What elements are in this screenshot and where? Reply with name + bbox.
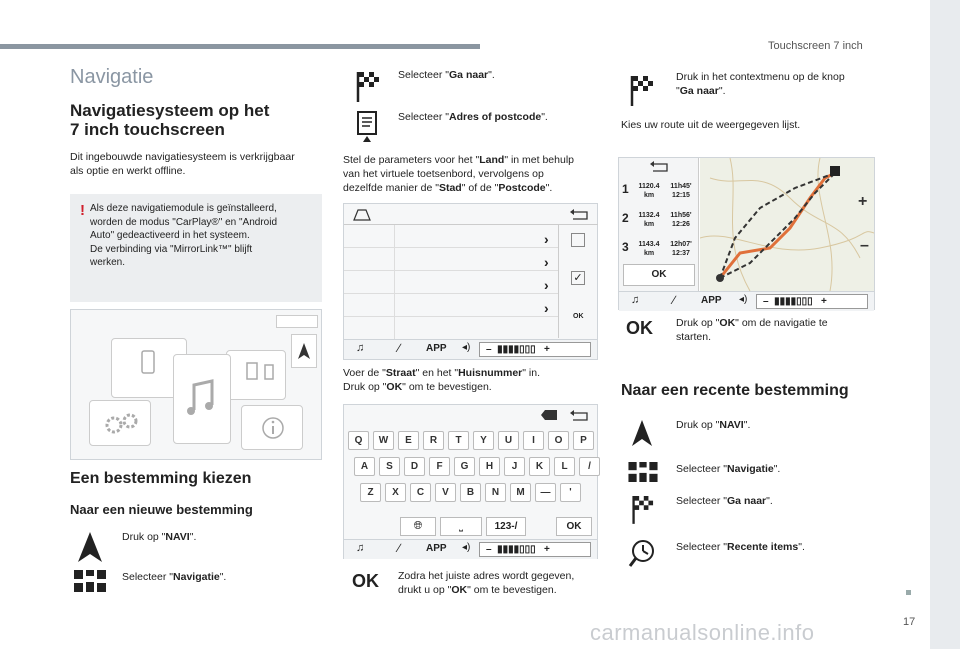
warning-line: Als deze navigatiemodule is geïnstalleerd,: [90, 203, 277, 214]
keyboard-key: —: [535, 483, 556, 502]
info-tile: [241, 405, 303, 450]
keyboard-key: D: [404, 457, 425, 476]
side-panel: [558, 224, 598, 338]
keyboard-key: H: [479, 457, 500, 476]
keyboard-key: S: [379, 457, 400, 476]
keyboard-key: M: [510, 483, 531, 502]
chevron-right-icon: ›: [544, 254, 549, 270]
watermark: carmanualsonline.info: [590, 620, 815, 645]
keyboard-key: ': [560, 483, 581, 502]
street-line: Voer de "Straat" en het "Huisnummer" in.: [343, 367, 541, 379]
keyboard-key: C: [410, 483, 431, 502]
keyboard-key: J: [504, 457, 525, 476]
checkered-flag-icon: [352, 68, 380, 109]
screen-ok-label: OK: [573, 313, 584, 320]
keyboard-key: X: [385, 483, 406, 502]
checkbox-icon: ✓: [571, 271, 585, 285]
confirm-line: Zodra het juiste adres wordt gegeven,: [398, 570, 575, 582]
keyboard-key: N: [485, 483, 506, 502]
confirm-line: drukt u op "OK" om te bevestigen.: [398, 584, 557, 596]
keyboard-key: O: [548, 431, 569, 450]
route-number: 2: [622, 211, 629, 225]
keyboard-key: B: [460, 483, 481, 502]
checkered-flag-icon: [628, 492, 654, 531]
warning-box: [70, 194, 322, 302]
route-map-screen: [618, 157, 875, 310]
heading-line-1: Navigatiesysteem op het: [70, 101, 270, 120]
ctx-line: "Ga naar".: [676, 85, 726, 97]
keyboard-key: L: [554, 457, 575, 476]
keyboard-key: Y: [473, 431, 494, 450]
warning-text: [90, 202, 316, 270]
map-ok-button: OK: [623, 264, 695, 286]
route-map: [700, 158, 874, 291]
start-line: starten.: [676, 331, 712, 343]
ok-icon: OK: [352, 571, 379, 591]
keyboard-key: P: [573, 431, 594, 450]
choose-route-text: Kies uw route uit de weergegeven lijst.: [621, 119, 801, 131]
side-strip: [930, 0, 960, 649]
chevron-right-icon: ›: [544, 231, 549, 247]
page-heading: [70, 101, 330, 139]
keyboard-screen: [343, 404, 598, 559]
route-time: 12h07' 12:37: [670, 241, 692, 257]
navi-button: [291, 334, 317, 368]
recent-step-navi: Druk op "NAVI".: [676, 419, 751, 431]
params-line: Stel de parameters voor het "Land" in met behulp: [343, 154, 574, 166]
route-distance: 1132.4 km: [638, 212, 660, 228]
map-icon: [352, 208, 372, 222]
navigation-menu-icon: [74, 570, 106, 597]
new-dest-heading: Naar een nieuwe bestemming: [70, 502, 253, 517]
keyboard-key: Q: [348, 431, 369, 450]
ok-key: OK: [556, 517, 592, 536]
start-text: [676, 316, 828, 344]
start-line: Druk op "OK" om de navigatie te: [676, 317, 828, 329]
back-icon: [569, 409, 591, 423]
checkered-flag-icon: [626, 72, 654, 113]
settings-tile: [89, 400, 151, 446]
screen-status-box: [276, 315, 318, 328]
step-navi: Druk op "NAVI".: [122, 531, 197, 543]
warning-icon: !: [80, 202, 85, 219]
heading-line-2: 7 inch touchscreen: [70, 120, 225, 139]
list-area: [344, 224, 558, 338]
numbers-key: 123-/: [486, 517, 526, 536]
header-rule: [0, 44, 480, 49]
intro-line: Dit ingebouwde navigatiesysteem is verkrijgbaar: [70, 151, 295, 163]
connect-tile: [226, 350, 286, 400]
navi-icon: [630, 418, 654, 453]
ctx-text: [676, 70, 845, 98]
params-line: dezelfde manier de "Stad" of de "Postcode".: [343, 182, 553, 194]
address-icon: [352, 110, 382, 149]
route-option: [619, 232, 699, 260]
warning-line: worden de modus "CarPlay®" en "Android: [90, 216, 278, 228]
page-marker: [906, 590, 911, 595]
warning-line: werken.: [90, 257, 126, 268]
step-navigatie: Selecteer "Navigatie".: [122, 571, 227, 583]
back-icon: [649, 161, 671, 173]
recent-step-items: Selecteer "Recente items".: [676, 541, 805, 553]
navigation-menu-icon: [628, 462, 658, 487]
route-time: 11h56' 12:26: [670, 212, 692, 228]
recent-items-icon: [626, 538, 656, 573]
home-screen-illustration: [70, 309, 322, 460]
keyboard-key: /: [579, 457, 600, 476]
ok-icon: OK: [626, 318, 653, 338]
back-icon: [569, 208, 591, 222]
keyboard-key: Z: [360, 483, 381, 502]
keyboard-key: A: [354, 457, 375, 476]
backspace-icon: [540, 409, 558, 421]
params-text: [343, 153, 603, 195]
warning-line: Auto" gedeactiveerd in het systeem.: [90, 230, 250, 241]
street-text: [343, 366, 603, 394]
recent-step-navigatie: Selecteer "Navigatie".: [676, 463, 781, 475]
screen-bottom-bar: ♫ ∕ APP ◂) – ▮▮▮▮▯▯▯ +: [344, 539, 597, 559]
route-distance: 1120.4 km: [638, 183, 660, 199]
intro-text: [70, 150, 330, 178]
street-line: Druk op "OK" om te bevestigen.: [343, 381, 492, 393]
keyboard-key: W: [373, 431, 394, 450]
section-title: Navigatie: [70, 66, 154, 88]
route-distance: 1143.4 km: [638, 241, 660, 257]
route-number: 1: [622, 182, 629, 196]
chevron-right-icon: ›: [544, 300, 549, 316]
route-list: [619, 158, 699, 291]
route-option: [619, 203, 699, 231]
space-key: ⎵: [440, 517, 482, 536]
chevron-right-icon: ›: [544, 277, 549, 293]
screen-bottom-bar: ♫ ∕ APP ◂) – ▮▮▮▮▯▯▯ +: [344, 339, 597, 359]
dest-heading: Een bestemming kiezen: [70, 470, 252, 487]
page-number: 17: [903, 616, 916, 628]
keyboard-key: R: [423, 431, 444, 450]
recent-step-ga-naar: Selecteer "Ga naar".: [676, 495, 773, 507]
route-option: [619, 174, 699, 202]
params-line: van het virtuele toetsenbord, vervolgens op: [343, 168, 544, 180]
route-time: 11h45' 12:15: [670, 183, 692, 199]
step-ga-naar: Selecteer "Ga naar".: [398, 69, 495, 81]
keyboard-key: I: [523, 431, 544, 450]
chapter-title: Touchscreen 7 inch: [768, 40, 863, 52]
keyboard-key: T: [448, 431, 469, 450]
screen-bottom-bar: ♫ ∕ APP ◂) – ▮▮▮▮▯▯▯ +: [619, 291, 874, 311]
intro-line: als optie en werkt offline.: [70, 165, 186, 177]
svg-text:–: –: [860, 237, 869, 254]
keyboard-key: E: [398, 431, 419, 450]
keyboard-key: V: [435, 483, 456, 502]
warning-line: De verbinding via "MirrorLink™" blijft: [90, 243, 253, 255]
route-number: 3: [622, 240, 629, 254]
step-adres: Selecteer "Adres of postcode".: [398, 111, 548, 123]
recent-heading: Naar een recente bestemming: [621, 382, 849, 399]
keyboard-key: F: [429, 457, 450, 476]
keyboard-key: K: [529, 457, 550, 476]
navi-icon: [76, 530, 104, 569]
keyboard-key: G: [454, 457, 475, 476]
globe-key: 🌐︎: [400, 517, 436, 536]
keyboard-key: U: [498, 431, 519, 450]
ctx-line: Druk in het contextmenu op de knop: [676, 71, 845, 83]
country-list-screen: [343, 203, 598, 360]
music-tile: [173, 354, 231, 444]
confirm-text: [398, 569, 574, 597]
svg-text:+: +: [858, 193, 868, 210]
